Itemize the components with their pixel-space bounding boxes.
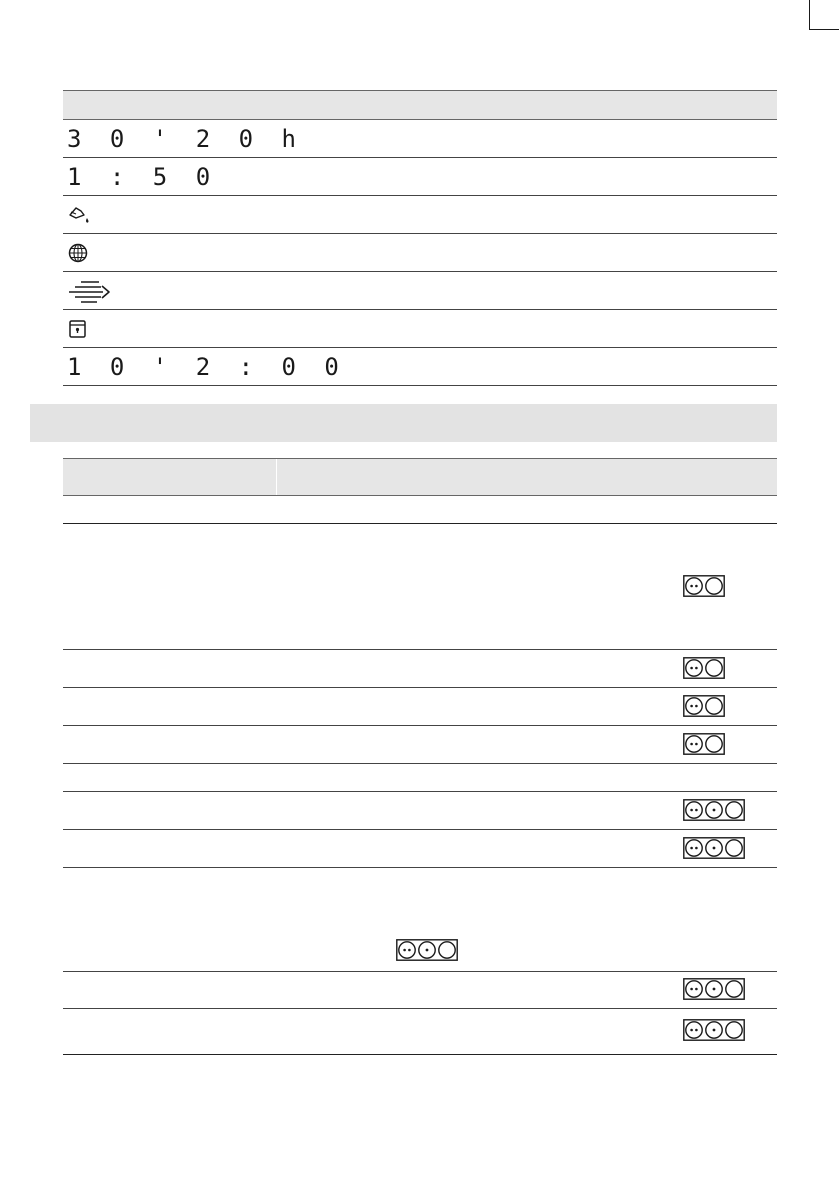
table-row <box>63 1009 777 1055</box>
two-compartment-badge-icon <box>683 657 725 679</box>
table-row <box>63 792 777 830</box>
table-row <box>63 650 777 688</box>
table-row <box>63 688 777 726</box>
display-digits-readout: 1 : 5 0 <box>67 162 218 191</box>
table-row <box>63 830 777 868</box>
two-compartment-badge-icon <box>683 695 725 717</box>
table-row <box>63 196 777 234</box>
table-row <box>63 120 777 158</box>
table-row <box>63 524 777 650</box>
table-row <box>63 310 777 348</box>
table-row <box>63 496 777 524</box>
table-row <box>63 972 777 1009</box>
table-row <box>63 272 777 310</box>
detergent-pour-icon <box>67 203 93 227</box>
table-row <box>63 868 777 972</box>
table-row <box>63 348 777 386</box>
display-symbols-table-header <box>63 90 777 120</box>
section-heading-band <box>30 404 777 442</box>
three-compartment-badge-icon <box>683 978 745 1000</box>
page-crop-mark <box>809 0 839 30</box>
three-compartment-badge-icon <box>396 939 458 961</box>
programme-table-header <box>63 458 777 496</box>
table-row <box>63 158 777 196</box>
three-compartment-badge-icon <box>683 837 745 859</box>
door-lock-icon <box>67 317 93 341</box>
lines-arrow-icon <box>67 278 113 304</box>
table-row <box>63 764 777 792</box>
two-compartment-badge-icon <box>683 575 725 597</box>
three-compartment-badge-icon <box>683 1019 745 1041</box>
two-compartment-badge-icon <box>683 733 725 755</box>
programme-table <box>63 458 777 1055</box>
display-symbols-table <box>63 90 777 386</box>
display-digits-readout: 3 0 ' 2 0 h <box>67 124 303 153</box>
display-digits-readout: 1 0 ' 2 : 0 0 <box>67 352 346 381</box>
globe-icon <box>67 241 93 265</box>
table-row <box>63 234 777 272</box>
three-compartment-badge-icon <box>683 799 745 821</box>
table-row <box>63 726 777 764</box>
